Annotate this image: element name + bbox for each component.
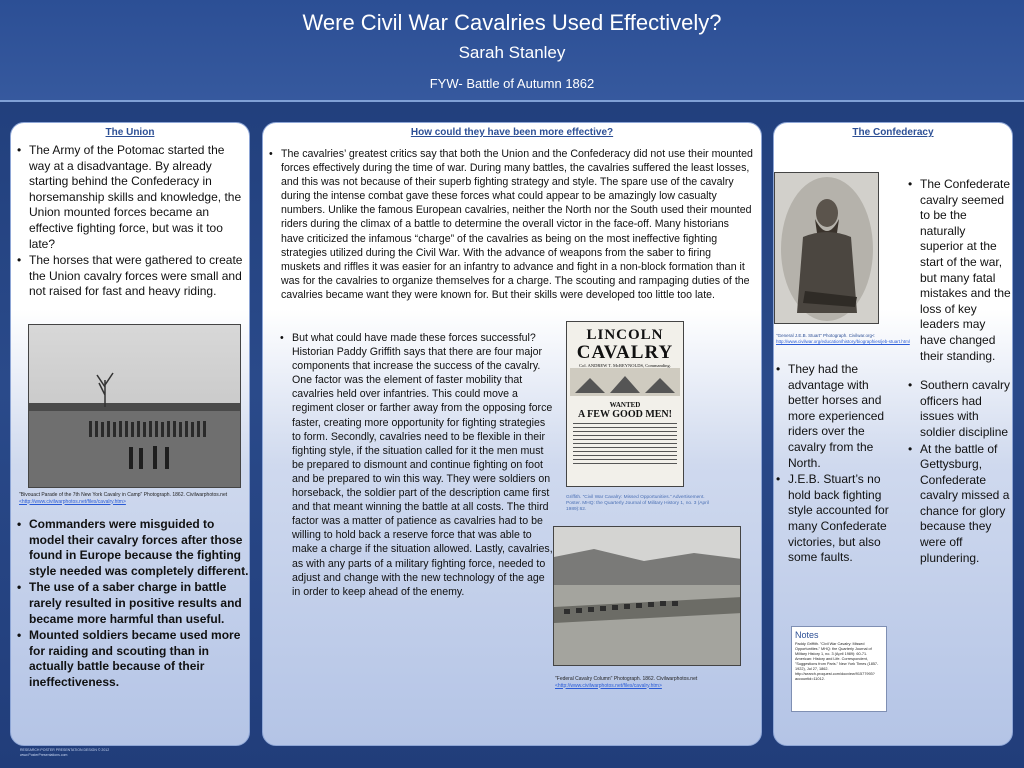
- list-item: • The horses that were gathered to create the Union cavalry forces were small and not raised for fast and heavy riding.: [15, 253, 247, 300]
- notes-text: Paddy Griffith. "Civil War Cavalry: Missed Opportunities." MHQ: the Quarterly Journal of Military History 1, no. 3 (April 1989): 60-71. American: History and Life. Correspondent, "Suggestions from Paris." New York Times (1857-1922), Jul 27, 1862. http://search.proquest.com/docview/91577993?accountid=11012.: [795, 642, 879, 681]
- effectiveness-panel: [262, 122, 762, 746]
- poster-horsemen-image: [570, 368, 680, 396]
- list-item: • The use of a saber charge in battle rarely resulted in positive results and became more harmful than useful.: [15, 580, 249, 627]
- effectiveness-bullet-1: [267, 147, 753, 302]
- union-photo-link[interactable]: <http://www.civilwarphotos.net/files/cavalry.htm>: [19, 498, 126, 505]
- poster-caption: Griffith. “Civil War Cavalry: Missed Opportunities.” Advertisement. Poster. MHQ: the Quarterly Journal of Military History 1, no. 3 (April 1989):62.: [566, 495, 709, 513]
- effectiveness-bullet-2: [278, 331, 554, 599]
- federal-cavalry-image: [554, 527, 741, 666]
- confederacy-bullets-right: [906, 177, 1012, 566]
- lincoln-cavalry-poster: [566, 321, 684, 487]
- list-item: • Southern cavalry officers had issues with soldier discipline: [906, 378, 1012, 440]
- portrait-link[interactable]: http://www.civilwar.org/education/history/biographies/jeb-stuart.html: [776, 339, 910, 344]
- federal-photo-link[interactable]: <http://www.civilwarphotos.net/files/cavalry.htm>: [555, 682, 662, 689]
- list-item: • Commanders were misguided to model their cavalry forces after those found in Europe because the fighting style needed was completely different.: [15, 517, 249, 579]
- union-panel: [10, 122, 250, 746]
- poster-line-wanted: WANTED: [609, 401, 641, 409]
- poster-line-cavalry: CAVALRY: [576, 342, 674, 363]
- union-bullets-bottom: [15, 517, 249, 691]
- poster-line-commander: Col. ANDREW T. McREYNOLDS, Commanding.: [579, 363, 671, 368]
- portrait-image: [775, 173, 879, 324]
- confederacy-panel-title: The Confederacy: [852, 127, 934, 138]
- list-item: • The Army of the Potomac started the way at a disadvantage. By already starting behind the Confederacy in horsemanship skills and knowledge, the Union mounted forces became an effective fighting force, but was it too late?: [15, 143, 247, 252]
- poster-course: FYW- Battle of Autumn 1862: [429, 76, 595, 91]
- poster-title: Were Civil War Cavalries Used Effectively?: [302, 10, 722, 35]
- list-item: • At the battle of Gettysburg, Confederate cavalry missed a chance for glory because they were off plundering.: [906, 442, 1012, 567]
- poster-author: Sarah Stanley: [458, 43, 566, 62]
- list-item: • They had the advantage with better horses and more experienced riders over the cavalry from the North.: [774, 362, 900, 471]
- list-item: • Mounted soldiers became used more for raiding and scouting than in actually battle because of their ineffectiveness.: [15, 628, 249, 690]
- federal-photo-caption: [555, 676, 745, 689]
- union-camp-photo: [28, 324, 241, 488]
- poster-line-few-good-men: A FEW GOOD MEN!: [578, 409, 672, 420]
- camp-photo-image: [29, 325, 241, 488]
- notes-title: Notes: [795, 630, 819, 640]
- poster-header: [0, 0, 1024, 102]
- jeb-stuart-portrait: [774, 172, 879, 324]
- list-item: • The cavalries’ greatest critics say that both the Union and the Confederacy did not use their mounted forces effectively during the time of war. During many battles, the cavalries suffered the least losses, and this was not because of their superb fighting strategy and style. The spare use of the cavalry during the intense combat gave these forces what could appear to be amazingly low casualty numbers. Unlike the famous European cavalries, neither the North nor the South used their mounted riders during the climax of a battle to determine the overall victor in the face-off. Many historians have criticized the infamous “charge” of the cavalries as being on the most ineffective fighting strategies utilized during the Civil War. With the advance of weapons from the saber to firing muskets and riffles it was easier for an infantry to advance and fight in a non-block formation than it was for the cavalries to organize themselves for a charge. The scouting and rampaging duties of the cavalries became want they were known for. But their skills were developed too little too late.: [267, 147, 753, 302]
- list-item: • J.E.B. Stuart’s no hold back fighting style accounted for many Confederate victories, but also some faults.: [774, 472, 900, 566]
- union-panel-title: The Union: [105, 127, 155, 138]
- portrait-caption-text: "General J.E.B. Stuart" Photograph. Civilwar.org<: [776, 333, 875, 338]
- poster-line-lincoln: LINCOLN: [586, 327, 664, 343]
- footer-credit-line1: RESEARCH POSTER PRESENTATION DESIGN © 2012: [20, 748, 110, 752]
- footer-credit: [20, 748, 109, 757]
- union-bullets-top: [15, 143, 247, 300]
- union-photo-caption-text: "Bivouact Parade of the 7th New York Cavalry in Camp" Photograph. 1862. Civilwarphotos.net: [19, 492, 228, 498]
- federal-cavalry-photo: [553, 526, 741, 666]
- union-photo-caption: [19, 492, 245, 505]
- poster-fine-print: [573, 423, 677, 467]
- notes-box: [791, 626, 887, 712]
- effectiveness-panel-title: How could they have been more effective?: [410, 127, 614, 138]
- footer-credit-line2: www.PosterPresentations.com: [20, 752, 68, 757]
- federal-photo-caption-text: "Federal Cavalry Column" Photograph. 1862. Civilwarphotos.net: [555, 676, 698, 682]
- list-item: • The Confederate cavalry seemed to be the naturally superior at the start of the war, but many fatal mistakes and the loss of key leaders may have changed their standing.: [906, 177, 1012, 364]
- list-item: • But what could have made these forces successful? Historian Paddy Griffith says that there are four major components that increase the success of the cavalry. One factor was the element of faster mobility that cavalries held over infantries. This could move a regiment closer or farther away from the opposing force faster, creating more opportunity for fighting strategies to form. Secondly, cavalries need to be flexible in their fighting style, if the situation called for it the men must be prepared to dismount and continue fighting on foot and be prepared to win this way. They were soldiers on horseback, the soldier part of the description came first and that meant winning the battle at all costs. The third factor was a matter of patience as cavalries had to be willing to hold back a reserve force that was able to make a charge if the situation allowed. Lastly, cavalries, as with any parts of a military fighting force, needed to adjust and change with the new technology of the age in order to keep ahead of the enemy.: [278, 331, 554, 599]
- confederacy-bullets-left: [774, 362, 900, 566]
